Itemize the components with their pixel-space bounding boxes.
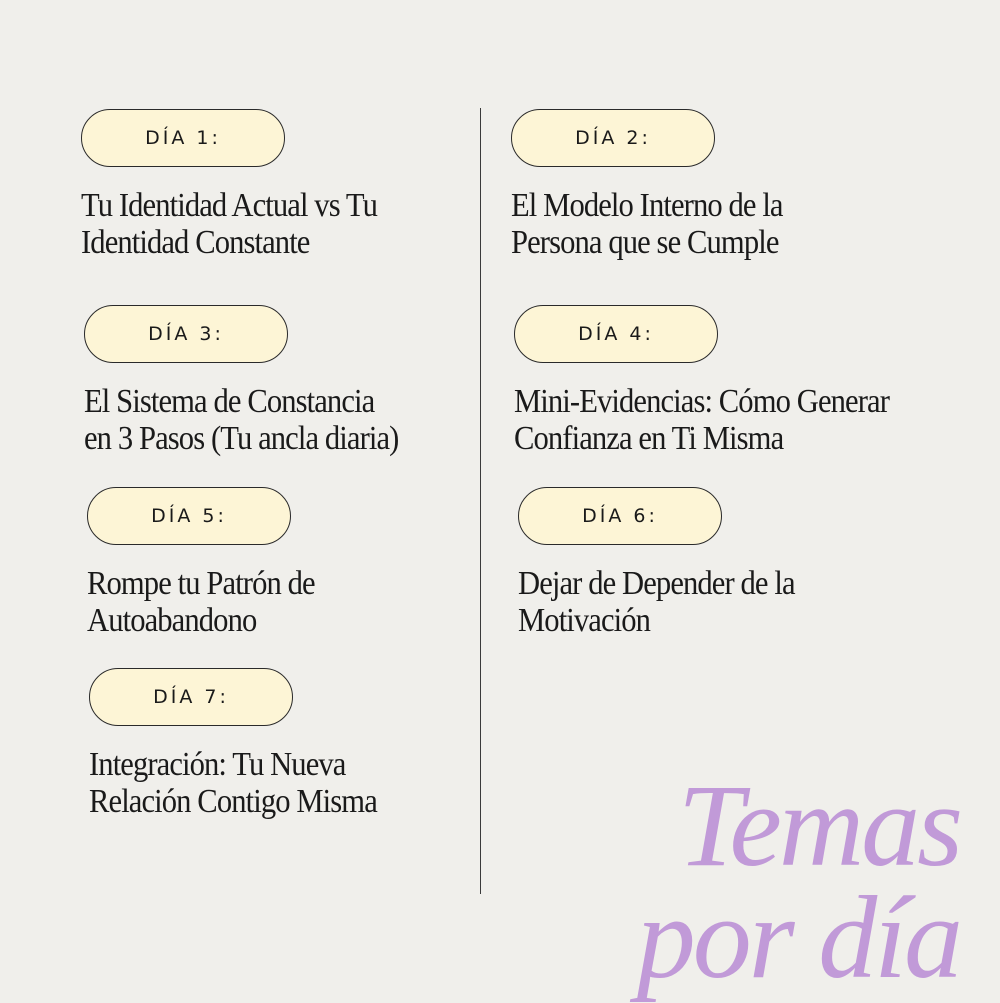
day-3-pill: DÍA 3: xyxy=(84,305,288,363)
page-title xyxy=(636,760,960,1003)
day-4-topic-line1: Mini-Evidencias: Cómo Generar xyxy=(514,383,889,420)
day-3-topic xyxy=(84,383,444,457)
day-7-topic-line2: Relación Contigo Misma xyxy=(89,783,377,820)
day-4-block xyxy=(514,305,914,457)
day-5-block xyxy=(87,487,487,639)
day-3-topic-line1: El Sistema de Constancia xyxy=(84,383,375,420)
day-6-topic-line2: Motivación xyxy=(518,602,651,639)
day-7-block xyxy=(89,668,489,820)
day-2-pill: DÍA 2: xyxy=(511,109,715,167)
day-6-topic xyxy=(518,565,878,639)
day-7-pill: DÍA 7: xyxy=(89,668,293,726)
page-title-line2: por día xyxy=(636,872,960,1003)
day-1-topic-line1: Tu Identidad Actual vs Tu xyxy=(81,187,378,224)
day-3-topic-line2: en 3 Pasos (Tu ancla diaria) xyxy=(84,420,399,457)
day-6-block xyxy=(518,487,918,639)
day-2-topic-line1: El Modelo Interno de la xyxy=(511,187,783,224)
day-1-pill: DÍA 1: xyxy=(81,109,285,167)
day-7-topic-line1: Integración: Tu Nueva xyxy=(89,746,346,783)
day-5-pill: DÍA 5: xyxy=(87,487,291,545)
day-4-topic-line2: Confianza en Ti Misma xyxy=(514,420,784,457)
day-7-topic xyxy=(89,746,449,820)
day-4-pill: DÍA 4: xyxy=(514,305,718,363)
day-1-block xyxy=(81,109,481,261)
day-1-topic-line2: Identidad Constante xyxy=(81,224,310,261)
day-5-topic-line2: Autoabandono xyxy=(87,602,257,639)
day-5-topic-line1: Rompe tu Patrón de xyxy=(87,565,315,602)
day-5-topic xyxy=(87,565,447,639)
page-title-line1: Temas xyxy=(677,760,960,891)
day-4-topic xyxy=(514,383,889,457)
day-2-topic-line2: Persona que se Cumple xyxy=(511,224,779,261)
day-6-topic-line1: Dejar de Depender de la xyxy=(518,565,795,602)
day-2-block xyxy=(511,109,911,261)
day-2-topic xyxy=(511,187,871,261)
day-1-topic xyxy=(81,187,441,261)
day-6-pill: DÍA 6: xyxy=(518,487,722,545)
day-3-block xyxy=(84,305,484,457)
